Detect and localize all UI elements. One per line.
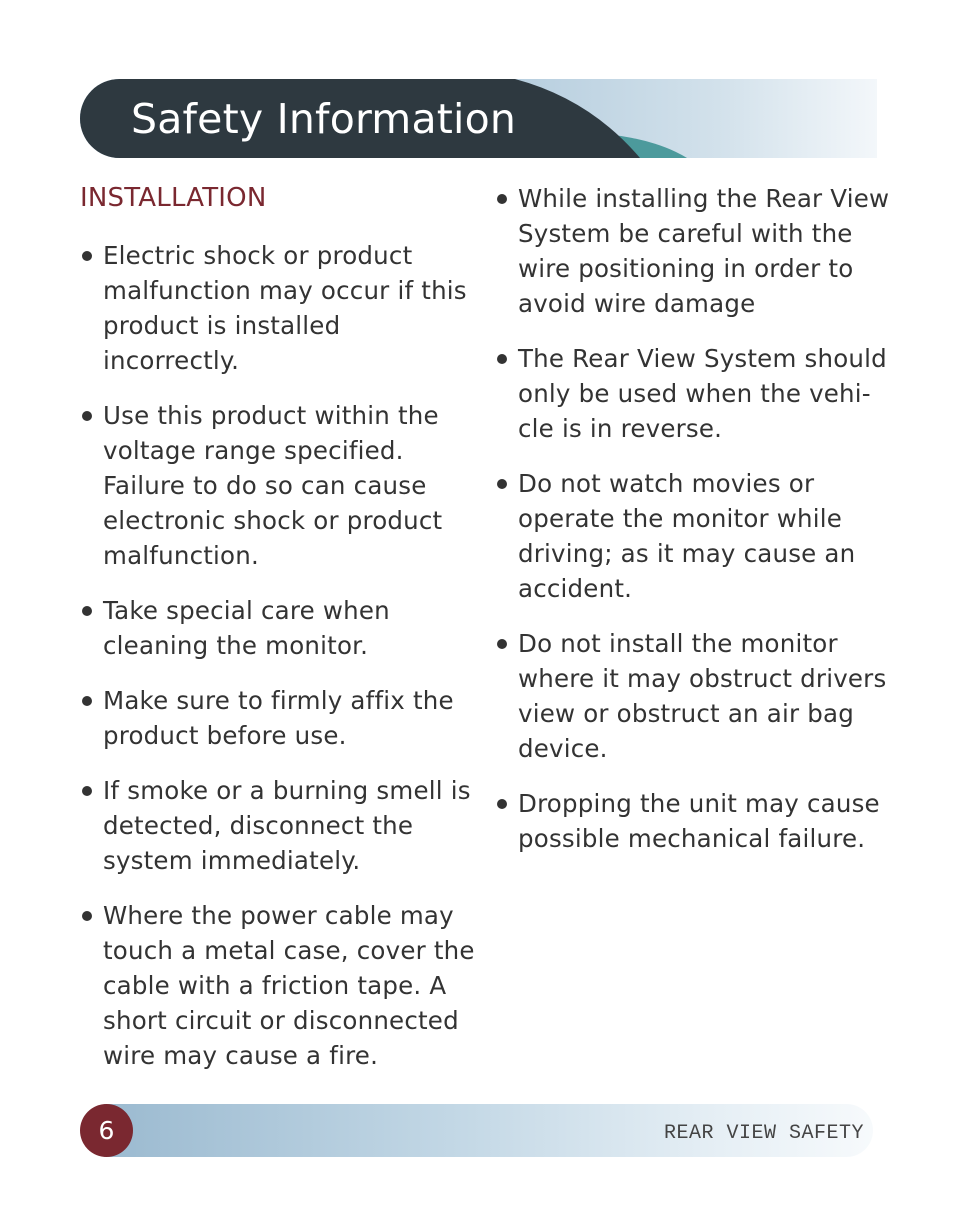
list-item-text: Do not install the monitor where it may obstruct drivers view or obstruct an air bag device. (518, 629, 887, 763)
page-number: 6 (98, 1116, 115, 1145)
bullet-icon (82, 911, 92, 921)
section-heading: INSTALLATION (80, 183, 267, 213)
page-number-badge (80, 1104, 133, 1157)
list-item-text: The Rear View System should only be used when the vehi-cle is in reverse. (518, 344, 887, 443)
list-item (80, 773, 475, 878)
bullet-icon (82, 411, 92, 421)
left-bullet-list (80, 238, 475, 1073)
bullet-icon (82, 251, 92, 261)
list-item-text: Do not watch movies or operate the monitor while driving; as it may cause an accident. (518, 469, 856, 603)
bullet-icon (497, 354, 507, 364)
list-item-text: Take special care when cleaning the monitor. (103, 596, 390, 660)
list-item (80, 398, 475, 573)
list-item-text: Where the power cable may touch a metal case, cover the cable with a friction tape. A short circuit or disconnected wire may cause a fire. (103, 901, 475, 1070)
list-item-text: Use this product within the voltage range specified. Failure to do so can cause electronic shock or product malfunction. (103, 401, 443, 570)
list-item-text: Electric shock or product malfunction may occur if this product is installed incorrectly. (103, 241, 467, 375)
bullet-icon (497, 799, 507, 809)
list-item (495, 181, 895, 321)
list-item-text: While installing the Rear View System be careful with the wire positioning in order to avoid wire damage (518, 184, 890, 318)
right-bullet-list (495, 181, 895, 856)
right-column (495, 181, 895, 876)
list-item (495, 341, 895, 446)
list-item-text: If smoke or a burning smell is detected, disconnect the system immediately. (103, 776, 471, 875)
footer-label: REAR VIEW SAFETY (663, 1122, 864, 1145)
list-item (495, 786, 895, 856)
list-item (495, 466, 895, 606)
bullet-icon (497, 194, 507, 204)
list-item-text: Make sure to firmly affix the product before use. (103, 686, 454, 750)
list-item (80, 683, 475, 753)
list-item-text: Dropping the unit may cause possible mechanical failure. (518, 789, 880, 853)
list-item (495, 626, 895, 766)
left-column (80, 181, 475, 1093)
bullet-icon (497, 639, 507, 649)
bullet-icon (82, 606, 92, 616)
page-title: Safety Information (131, 95, 517, 143)
list-item (80, 238, 475, 378)
bullet-icon (82, 786, 92, 796)
list-item (80, 898, 475, 1073)
bullet-icon (497, 479, 507, 489)
bullet-icon (82, 696, 92, 706)
list-item (80, 593, 475, 663)
